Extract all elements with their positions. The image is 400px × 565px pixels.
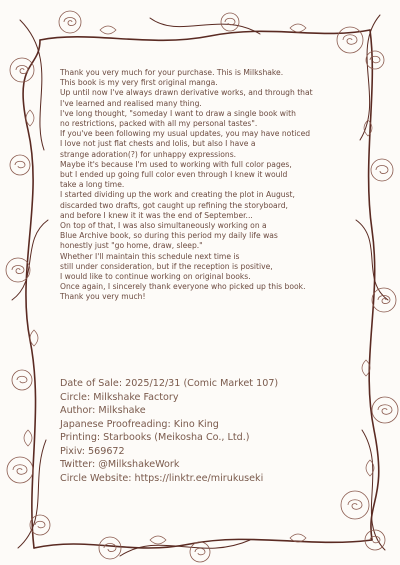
afterword-line: Maybe it's because I'm used to working with full color pages,	[60, 159, 292, 169]
afterword-line: Thank you very much!	[60, 292, 146, 302]
afterword-line: On top of that, I was also simultaneously working on a	[60, 221, 267, 231]
date-of-sale: Date of Sale: 2025/12/31 (Comic Market 107)	[60, 378, 279, 389]
circle-name: Circle: Milkshake Factory	[60, 391, 179, 403]
afterword-line: strange adoration(?) for unhappy expressions.	[60, 149, 237, 159]
afterword-line: Blue Archive book, so during this period my daily life was	[60, 231, 278, 241]
afterword-line: If you've been following my usual updates, you may have noticed	[60, 129, 311, 139]
afterword-line: discarded two drafts, got caught up refining the storyboard,	[60, 200, 288, 210]
afterword-line: no restrictions, packed with all my personal tastes".	[60, 119, 258, 129]
afterword-line: and before I knew it it was the end of September...	[60, 210, 253, 220]
afterword-line: Up until now I've always drawn derivative works, and through that	[60, 88, 313, 98]
afterword-line: still under consideration, but if the reception is positive,	[60, 261, 273, 271]
afterword-line: but I ended up going full color even through I knew it would	[60, 170, 288, 180]
twitter-handle: Twitter: @MilkshakeWork	[60, 459, 180, 470]
afterword-line: I've learned and realised many thing.	[60, 98, 202, 108]
afterword-line: Whether I'll maintain this schedule next time is	[60, 251, 240, 261]
proofreading: Japanese Proofreading: Kino King	[60, 418, 219, 430]
afterword-line: This book is my very first original manga.	[60, 78, 218, 88]
colophon	[60, 377, 360, 485]
afterword-line: honestly just "go home, draw, sleep."	[60, 241, 203, 251]
afterword-line: Thank you very much for your purchase. This is Milkshake.	[60, 68, 284, 77]
afterword-line: I love not just flat chests and lolis, but also I have a	[60, 139, 256, 149]
pixiv-id: Pixiv: 569672	[60, 445, 125, 457]
author: Author: Milkshake	[60, 405, 146, 416]
afterword-line: take a long time.	[60, 180, 125, 190]
afterword-line: Once again, I sincerely thank everyone who picked up this book.	[60, 282, 306, 292]
afterword-text	[60, 68, 360, 303]
afterword-line: I started dividing up the work and creating the plot in August,	[60, 190, 295, 200]
printing: Printing: Starbooks (Meikosha Co., Ltd.)	[60, 432, 250, 443]
circle-website: Circle Website: https://linktr.ee/mirukuseki	[60, 472, 264, 484]
afterword-line: I would like to continue working on original books.	[60, 272, 251, 282]
afterword-line: I've long thought, "someday I want to draw a single book with	[60, 108, 296, 118]
